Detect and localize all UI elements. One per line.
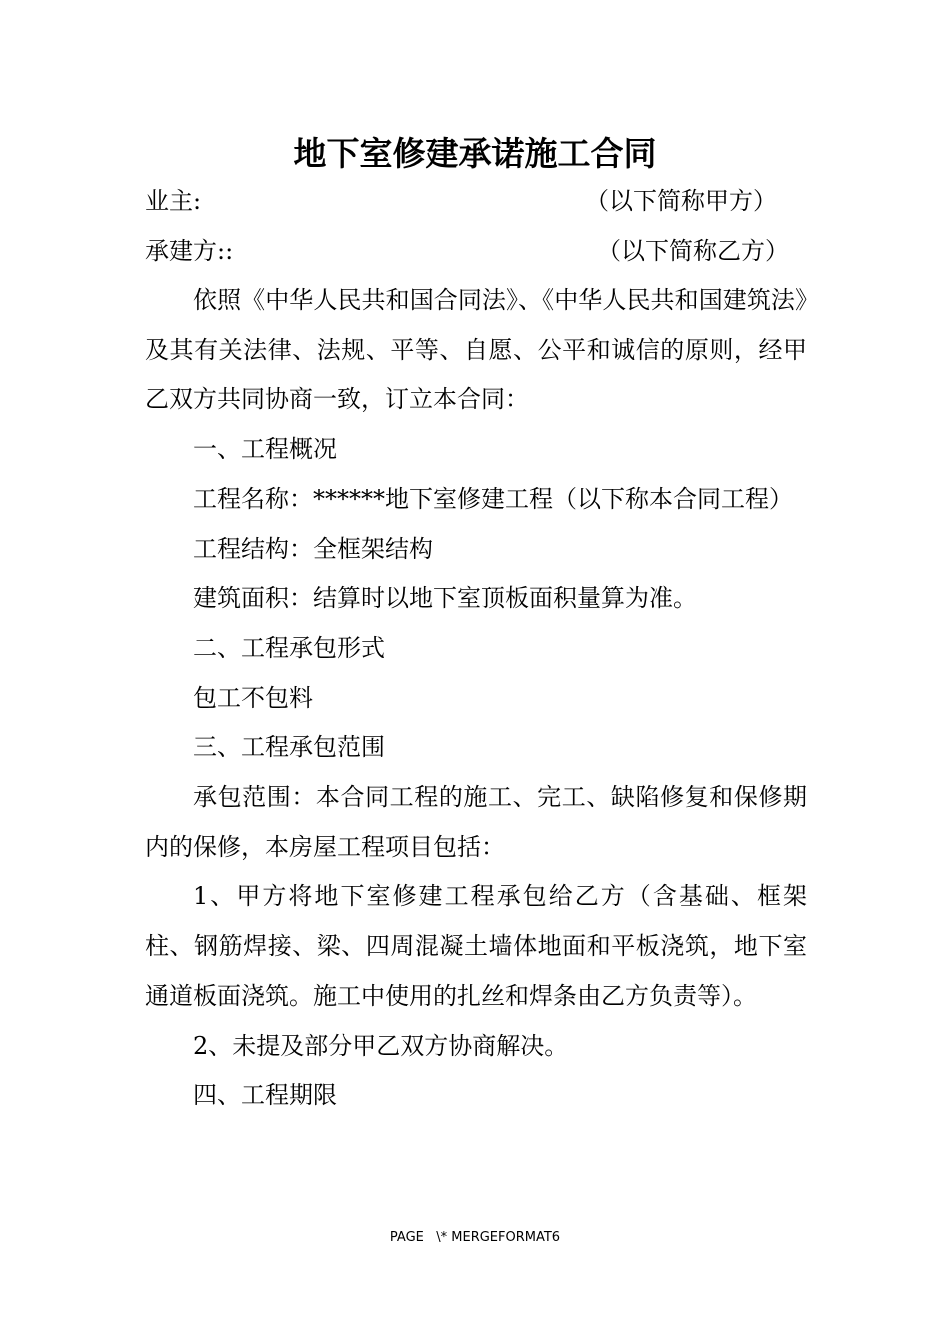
section-heading-overview: 一、工程概况 (193, 435, 337, 464)
document-title: 地下室修建承诺施工合同 (293, 134, 657, 173)
paragraph-labor-only: 包工不包料 (193, 683, 313, 712)
paragraph-structure: 工程结构：全框架结构 (193, 534, 433, 563)
paragraph-project-name: 工程名称：******地下室修建工程（以下称本合同工程） (193, 484, 793, 513)
section-heading-duration: 四、工程期限 (193, 1081, 337, 1110)
owner-label: 业主: (145, 187, 202, 215)
owner-row (145, 176, 805, 226)
paragraph-scope-item-2: 2、未提及部分甲乙双方协商解决。 (193, 1031, 569, 1060)
owner-note: （以下简称甲方） (585, 187, 777, 215)
contractor-label: 承建方:: (145, 237, 234, 265)
paragraph-scope: 承包范围：本合同工程的施工、完工、缺陷修复和保修期内的保修，本房屋工程项目包括： (145, 783, 807, 861)
paragraph-preamble: 依照《中华人民共和国合同法》、《中华人民共和国建筑法》及其有关法律、法规、平等、自愿、公平和诚信的原则，经甲乙双方共同协商一致，订立本合同： (145, 286, 807, 414)
paragraph-floor-area: 建筑面积：结算时以地下室顶板面积量算为准。 (193, 584, 697, 613)
section-heading-scope: 三、工程承包范围 (193, 733, 385, 762)
contractor-row (145, 226, 805, 276)
section-heading-contract-form: 二、工程承包形式 (193, 633, 385, 662)
page-footer: PAGE \* MERGEFORMAT6 (389, 1230, 561, 1245)
contractor-note: （以下简称乙方） (597, 237, 789, 265)
paragraph-scope-item-1: 1、甲方将地下室修建工程承包给乙方（含基础、框架柱、钢筋焊接、梁、四周混凝土墙体地面和平板浇筑，地下室通道板面浇筑。施工中使用的扎丝和焊条由乙方负责等）。 (145, 882, 807, 1010)
contract-body (145, 276, 807, 1121)
